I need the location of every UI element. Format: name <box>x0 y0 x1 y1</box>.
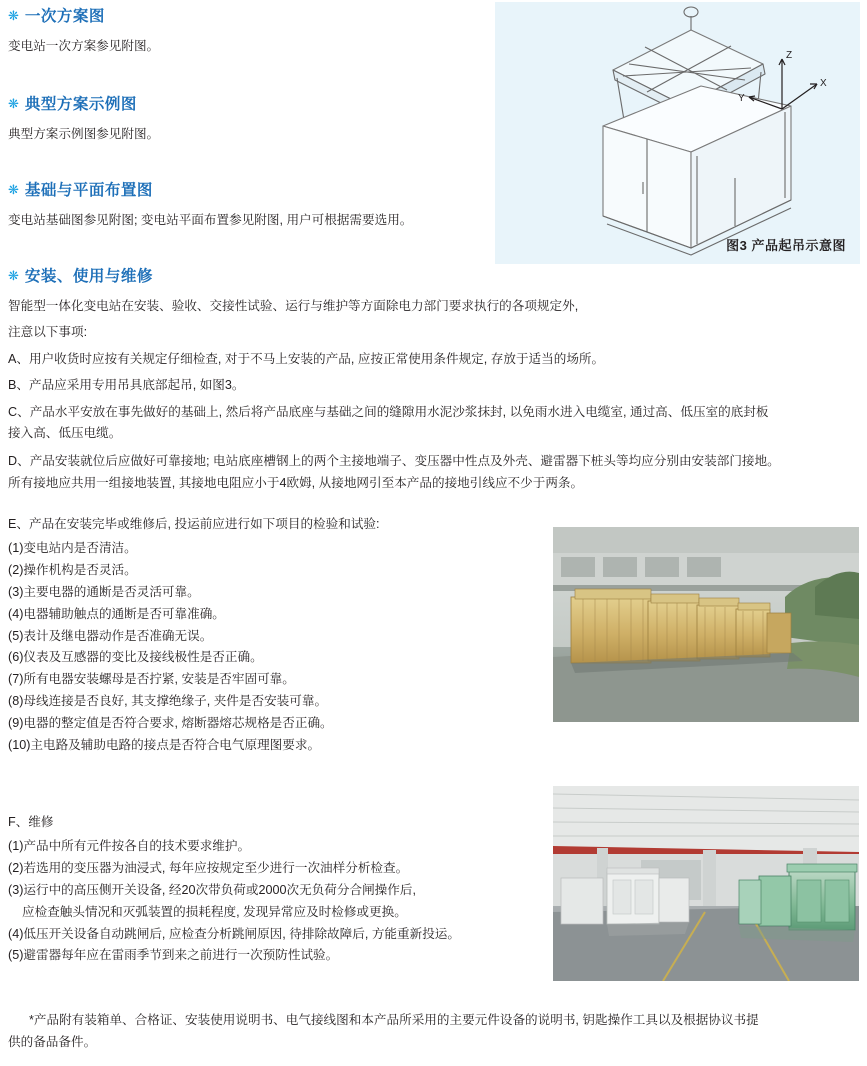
list-item: (4)电器辅助触点的通断是否可靠准确。 <box>8 606 225 621</box>
section-paragraph: 接入高、低压电缆。 <box>8 426 122 441</box>
list-item: (3)运行中的高压侧开关设备, 经20次带负荷或2000次无负荷分合闸操作后, <box>8 882 416 897</box>
list-item: (10)主电路及辅助电路的接点是否符合电气原理图要求。 <box>8 738 321 753</box>
list-item: (5)表计及继电器动作是否准确无误。 <box>8 628 213 643</box>
lifting-diagram-svg <box>495 2 860 264</box>
photo-workshop <box>553 786 859 981</box>
section-paragraph: 注意以下事项: <box>8 325 88 340</box>
gear-icon: ❋ <box>8 267 19 283</box>
footnote-line: 供的备品备件。 <box>8 1034 97 1049</box>
section-title: 典型方案示例图 <box>24 96 137 113</box>
list-item: (1)变电站内是否清洁。 <box>8 540 137 555</box>
figure-caption: 图3 产品起吊示意图 <box>726 238 846 253</box>
gear-icon: ❋ <box>8 181 19 197</box>
section-paragraph: 变电站基础图参见附图; 变电站平面布置参见附图, 用户可根据需要选用。 <box>8 213 413 227</box>
section-paragraph: C、产品水平安放在事先做好的基础上, 然后将产品底座与基础之间的缝隙用水泥沙浆抹封, 以免雨水进入电缆室, 通过高、低压室的底封板 <box>8 404 769 419</box>
list-item: (5)避雷器每年应在雷雨季节到来之前进行一次预防性试验。 <box>8 948 339 963</box>
section-typical-scheme <box>8 92 488 155</box>
section-paragraph: 智能型一体化变电站在安装、验收、交接性试验、运行与维护等方面除电力部门要求执行的各项规定外, <box>8 299 579 313</box>
checklist-f <box>8 812 538 967</box>
list-item: (7)所有电器安装螺母是否拧紧, 安装是否牢固可靠。 <box>8 672 295 687</box>
axis-label-y: Y <box>738 93 745 104</box>
section-primary-scheme <box>8 4 488 67</box>
section-title: 一次方案图 <box>24 8 105 25</box>
section-paragraph: B、产品应采用专用吊具底部起吊, 如图3。 <box>8 378 245 393</box>
list-item: (9)电器的整定值是否符合要求, 熔断器熔芯规格是否正确。 <box>8 716 333 731</box>
checklist-e <box>8 514 538 757</box>
axis-label-z: Z <box>786 50 793 61</box>
figure-lifting-diagram <box>495 2 860 264</box>
list-item: (3)主要电器的通断是否灵活可靠。 <box>8 584 200 599</box>
section-paragraph: 典型方案示例图参见附图。 <box>8 127 160 141</box>
section-paragraph: 所有接地应共用一组接地装置, 其接地电阻应小于4欧姆, 从接地网引至本产品的接地引线应不少于两条。 <box>8 476 584 491</box>
section-heading <box>8 4 488 26</box>
photo-substation-row-image <box>553 527 859 722</box>
list-item: (8)母线连接是否良好, 其支撑绝缘子, 夹件是否安装可靠。 <box>8 694 328 709</box>
section-install-use-maintain <box>8 264 858 495</box>
photo-substation-row <box>553 527 859 722</box>
footnote-line: *产品附有装箱单、合格证、安装使用说明书、电气接线图和本产品所采用的主要元件设备的说明书, 钥匙操作工具以及根据协议书提 <box>8 1013 759 1027</box>
axis-label-x: X <box>820 78 827 89</box>
list-item: (6)仪表及互感器的变比及接线极性是否正确。 <box>8 650 263 665</box>
list-item: (4)低压开关设备自动跳闸后, 应检查分析跳闸原因, 待排除故障后, 方能重新投运。 <box>8 926 460 941</box>
photo-workshop-image <box>553 786 859 981</box>
section-heading <box>8 264 858 286</box>
checklist-e-heading: E、产品在安装完毕或维修后, 投运前应进行如下项目的检验和试验: <box>8 517 380 531</box>
section-title: 基础与平面布置图 <box>24 182 153 199</box>
list-item: (1)产品中所有元件按各自的技术要求维护。 <box>8 838 251 853</box>
section-paragraph: D、产品安装就位后应做好可靠接地; 电站底座槽钢上的两个主接地端子、变压器中性点及外壳、避雷器下桩头等均应分别由安装部门接地。 <box>8 454 780 469</box>
section-title: 安装、使用与维修 <box>24 268 153 285</box>
checklist-f-heading: F、维修 <box>8 815 54 829</box>
section-heading <box>8 92 488 114</box>
list-item: 应检查触头情况和灭弧装置的损耗程度, 发现异常应及时检修或更换。 <box>8 904 407 919</box>
gear-icon: ❋ <box>8 7 19 23</box>
list-item: (2)操作机构是否灵活。 <box>8 562 137 577</box>
gear-icon: ❋ <box>8 95 19 111</box>
section-foundation-layout <box>8 178 488 241</box>
footnote <box>8 1010 860 1054</box>
section-paragraph: A、用户收货时应按有关规定仔细检查, 对于不马上安装的产品, 应按正常使用条件规定, 存放于适当的场所。 <box>8 351 605 366</box>
list-item: (2)若选用的变压器为油浸式, 每年应按规定至少进行一次油样分析检查。 <box>8 860 409 875</box>
section-paragraph: 变电站一次方案参见附图。 <box>8 39 160 53</box>
section-heading <box>8 178 488 200</box>
